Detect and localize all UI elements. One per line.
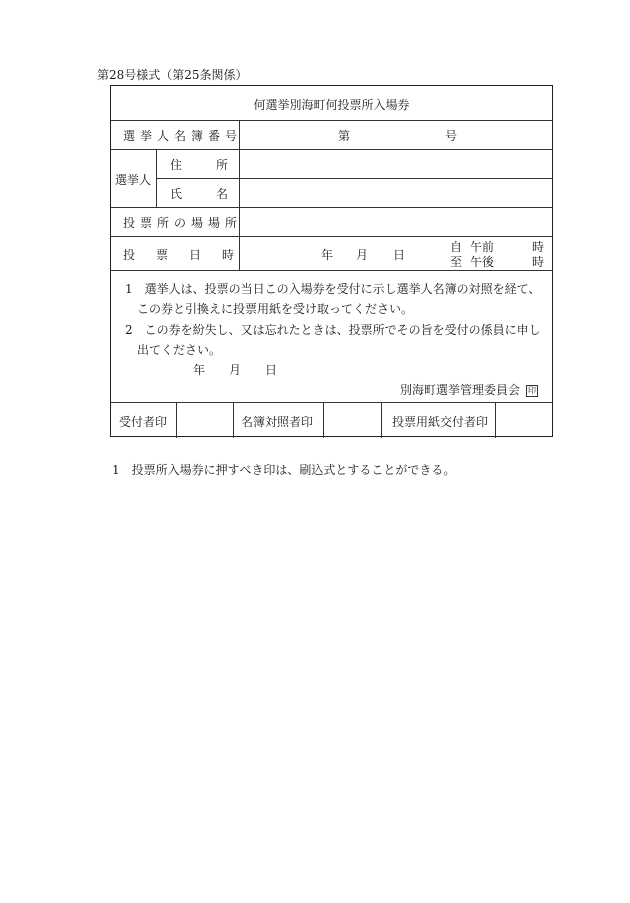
- row-divider: [111, 402, 552, 403]
- row-divider: [111, 120, 552, 121]
- to-label: 至: [450, 255, 463, 269]
- row-divider: [156, 178, 552, 179]
- month-label: 月: [356, 248, 369, 262]
- hour-to-label: 時: [532, 255, 545, 269]
- roll-check-stamp-label: 名簿対照者印: [241, 415, 314, 429]
- note-2-line-2: 出てください。: [137, 343, 222, 357]
- elector-label: 選挙人: [115, 173, 152, 187]
- roll-number-dai: 第: [338, 129, 351, 143]
- form-number-label: 第28号様式（第25条関係）: [97, 68, 248, 82]
- day-label: 日: [393, 248, 406, 262]
- column-divider: [176, 402, 177, 438]
- pm-label: 午後: [470, 255, 495, 269]
- issuer-label: 別海町選挙管理委員会: [400, 383, 521, 397]
- admission-ticket-form: [110, 85, 553, 437]
- name-label: 氏名: [170, 187, 263, 201]
- ballot-issue-stamp-label: 投票用紙交付者印: [392, 415, 489, 429]
- footnote: 1 投票所入場券に押すべき印は、刷込式とすることができる。: [112, 463, 456, 477]
- column-divider: [495, 402, 496, 438]
- hour-from-label: 時: [532, 240, 545, 254]
- row-divider: [111, 207, 552, 208]
- year-label: 年: [321, 248, 334, 262]
- polling-place-label: 投票所の場場所: [123, 216, 243, 230]
- address-label: 住所: [170, 158, 263, 172]
- column-divider: [381, 402, 382, 438]
- ticket-title: 何選挙別海町何投票所入場券: [253, 98, 410, 112]
- row-divider: [111, 236, 552, 237]
- from-label: 自: [450, 240, 463, 254]
- note-1-line-1: 1 選挙人は、投票の当日この入場券を受付に示し選挙人名簿の対照を経て、: [125, 282, 541, 296]
- voting-datetime-label: 投票日時: [123, 248, 256, 262]
- roll-number-go: 号: [445, 129, 458, 143]
- issue-date: 年 月 日: [193, 363, 278, 377]
- am-label: 午前: [470, 240, 495, 254]
- seal-mark: 印: [528, 385, 537, 395]
- reception-stamp-label: 受付者印: [119, 415, 168, 429]
- issuer-name: [400, 381, 538, 398]
- roll-number-label: 選挙人名簿番号: [123, 129, 243, 143]
- note-1-line-2: この券と引換えに投票用紙を受け取ってください。: [137, 302, 414, 316]
- row-divider: [111, 270, 552, 271]
- column-divider: [323, 402, 324, 438]
- note-2-line-1: 2 この券を紛失し、又は忘れたときは、投票所でその旨を受付の係員に申し: [125, 323, 541, 337]
- row-divider: [111, 149, 552, 150]
- column-divider: [156, 149, 157, 207]
- column-divider: [233, 402, 234, 438]
